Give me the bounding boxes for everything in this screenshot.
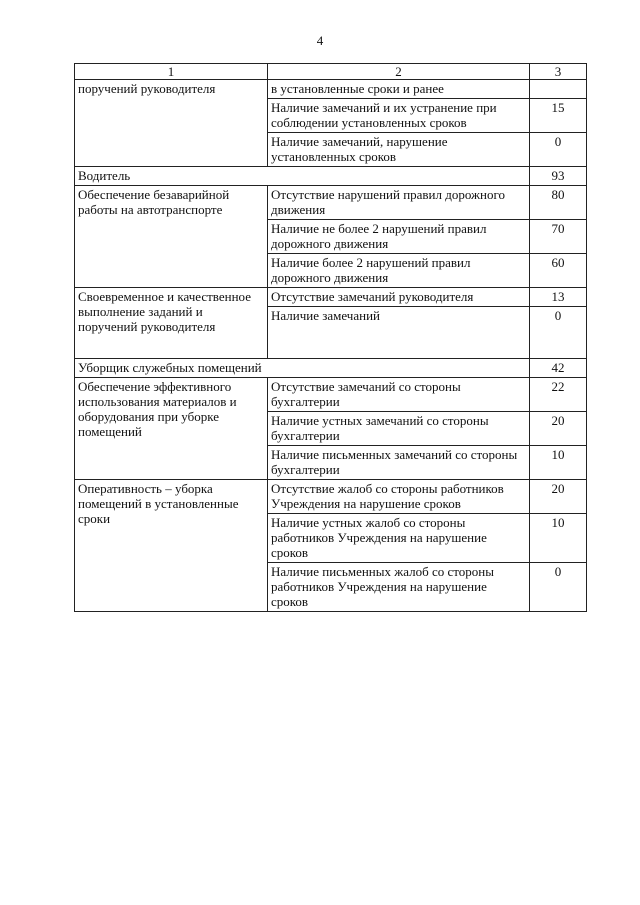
score-cell: 60 bbox=[530, 254, 587, 288]
table-row bbox=[75, 288, 587, 307]
table-row bbox=[75, 186, 587, 220]
group-row bbox=[75, 359, 587, 378]
score-cell: 20 bbox=[530, 480, 587, 514]
score-cell: 0 bbox=[530, 133, 587, 167]
criterion-cell: Оперативность – уборка помещений в установленные сроки bbox=[75, 480, 268, 612]
group-title: Уборщик служебных помещений bbox=[75, 359, 530, 378]
condition-cell: Наличие более 2 нарушений правил дорожного движения bbox=[268, 254, 530, 288]
score-cell: 13 bbox=[530, 288, 587, 307]
group-title: Водитель bbox=[75, 167, 530, 186]
column-header: 2 bbox=[268, 64, 530, 80]
score-cell: 0 bbox=[530, 307, 587, 359]
score-cell: 20 bbox=[530, 412, 587, 446]
score-cell: 10 bbox=[530, 514, 587, 563]
group-total: 93 bbox=[530, 167, 587, 186]
condition-cell: Отсутствие жалоб со стороны работников Учреждения на нарушение сроков bbox=[268, 480, 530, 514]
score-cell: 10 bbox=[530, 446, 587, 480]
group-total: 42 bbox=[530, 359, 587, 378]
condition-cell: Наличие устных жалоб со стороны работников Учреждения на нарушение сроков bbox=[268, 514, 530, 563]
table-row bbox=[75, 480, 587, 514]
score-cell: 0 bbox=[530, 563, 587, 612]
group-row bbox=[75, 167, 587, 186]
score-cell: 80 bbox=[530, 186, 587, 220]
condition-cell: Наличие устных замечаний со стороны бухгалтерии bbox=[268, 412, 530, 446]
condition-cell: Наличие замечаний и их устранение при соблюдении установленных сроков bbox=[268, 99, 530, 133]
table-header-row bbox=[75, 64, 587, 80]
criterion-cell: поручений руководителя bbox=[75, 80, 268, 167]
column-header: 1 bbox=[75, 64, 268, 80]
table-row bbox=[75, 378, 587, 412]
condition-cell: Отсутствие замечаний со стороны бухгалтерии bbox=[268, 378, 530, 412]
condition-cell: Отсутствие нарушений правил дорожного движения bbox=[268, 186, 530, 220]
score-cell: 22 bbox=[530, 378, 587, 412]
condition-cell: Наличие не более 2 нарушений правил дорожного движения bbox=[268, 220, 530, 254]
condition-cell: Наличие замечаний, нарушение установленных сроков bbox=[268, 133, 530, 167]
criterion-cell: Обеспечение безаварийной работы на автотранспорте bbox=[75, 186, 268, 288]
criterion-cell: Своевременное и качественное выполнение заданий и поручений руководителя bbox=[75, 288, 268, 359]
column-header: 3 bbox=[530, 64, 587, 80]
condition-cell: Отсутствие замечаний руководителя bbox=[268, 288, 530, 307]
table-row bbox=[75, 80, 587, 99]
page-number: 4 bbox=[316, 33, 324, 48]
score-cell bbox=[530, 80, 587, 99]
condition-cell: Наличие письменных замечаний со стороны бухгалтерии bbox=[268, 446, 530, 480]
criteria-table bbox=[74, 63, 587, 612]
condition-cell: Наличие замечаний bbox=[268, 307, 530, 359]
criterion-cell: Обеспечение эффективного использования материалов и оборудования при уборке помещений bbox=[75, 378, 268, 480]
condition-cell: в установленные сроки и ранее bbox=[268, 80, 530, 99]
condition-cell: Наличие письменных жалоб со стороны работников Учреждения на нарушение сроков bbox=[268, 563, 530, 612]
score-cell: 70 bbox=[530, 220, 587, 254]
score-cell: 15 bbox=[530, 99, 587, 133]
